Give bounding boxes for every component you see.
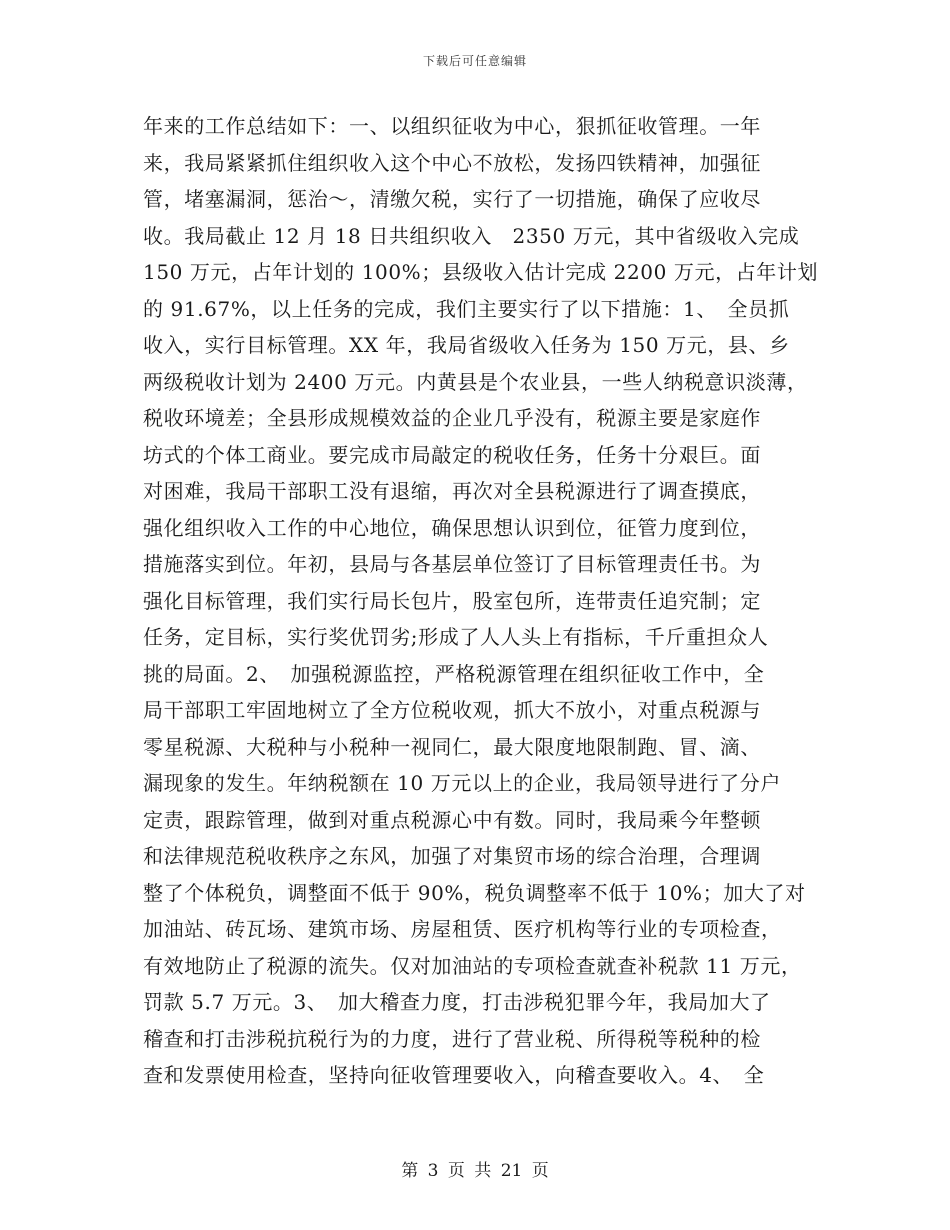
body-line: 罚款 5.7 万元。3、 加大稽查力度，打击涉税犯罪今年，我局加大了 <box>143 990 771 1014</box>
body-line: 稽查和打击涉税抗税行为的力度，进行了营业税、所得税等税种的检 <box>143 1026 761 1051</box>
body-line: 年来的工作总结如下：一、以组织征收为中心，狠抓征收管理。一年 <box>143 114 761 138</box>
document-body <box>143 108 823 1094</box>
body-line: 管，堵塞漏洞，惩治～，清缴欠税，实行了一切措施，确保了应收尽 <box>143 187 761 211</box>
body-line: 加油站、砖瓦场、建筑市场、房屋租赁、医疗机构等行业的专项检查， <box>143 917 782 941</box>
body-line: 强化目标管理，我们实行局长包片，股室包所，连带责任追究制；定 <box>143 588 761 613</box>
body-line: 的 91.67%，以上任务的完成，我们主要实行了以下措施：1、 全员抓 <box>143 296 790 321</box>
body-line: 措施落实到位。年初，县局与各基层单位签订了目标管理责任书。为 <box>143 552 761 576</box>
body-line: 税收环境差；全县形成规模效益的企业几乎没有，税源主要是家庭作 <box>143 406 761 430</box>
body-line: 收入，实行目标管理。XX 年，我局省级收入任务为 150 万元，县、乡 <box>143 333 790 357</box>
body-line: 强化组织收入工作的中心地位，确保思想认识到位，征管力度到位， <box>143 515 761 540</box>
body-line: 来，我局紧紧抓住组织收入这个中心不放松，发扬四铁精神，加强征 <box>143 150 761 175</box>
body-line: 坊式的个体工商业。要完成市局敲定的税收任务，任务十分艰巨。面 <box>143 442 761 467</box>
page-number-footer: 第 3 页 共 21 页 <box>401 1161 549 1181</box>
body-line: 定责，跟踪管理，做到对重点税源心中有数。同时，我局乘今年整顿 <box>143 807 761 832</box>
body-line: 漏现象的发生。年纳税额在 10 万元以上的企业，我局领导进行了分户 <box>143 771 781 795</box>
page-header: 下载后可任意编辑 <box>422 54 527 68</box>
body-line: 整了个体税负，调整面不低于 90%，税负调整率不低于 10%；加大了对 <box>143 880 806 905</box>
body-line: 局干部职工牢固地树立了全方位税收观，抓大不放小，对重点税源与 <box>143 698 761 722</box>
body-line: 两级税收计划为 2400 万元。内黄县是个农业县，一些人纳税意识淡薄， <box>143 369 808 394</box>
body-line: 挑的局面。2、 加强税源监控，严格税源管理在组织征收工作中，全 <box>143 661 765 686</box>
body-line: 和法律规范税收秩序之东风，加强了对集贸市场的综合治理，合理调 <box>143 844 761 868</box>
body-line: 对困难，我局干部职工没有退缩，再次对全县税源进行了调查摸底， <box>143 479 761 503</box>
body-line: 查和发票使用检查，坚持向征收管理要收入，向稽查要收入。4、 全 <box>143 1063 765 1087</box>
body-line: 150 万元，占年计划的 100%；县级收入估计完成 2200 万元，占年计划 <box>143 260 819 284</box>
body-line: 零星税源、大税种与小税种一视同仁，最大限度地限制跑、冒、滴、 <box>143 734 761 759</box>
body-line: 任务，定目标，实行奖优罚劣;形成了人人头上有指标，千斤重担众人 <box>143 625 769 649</box>
body-line: 有效地防止了税源的流失。仅对加油站的专项检查就查补税款 11 万元， <box>143 953 802 978</box>
body-line: 收。我局截止 12 月 18 日共组织收入 2350 万元，其中省级收入完成 <box>143 223 800 248</box>
